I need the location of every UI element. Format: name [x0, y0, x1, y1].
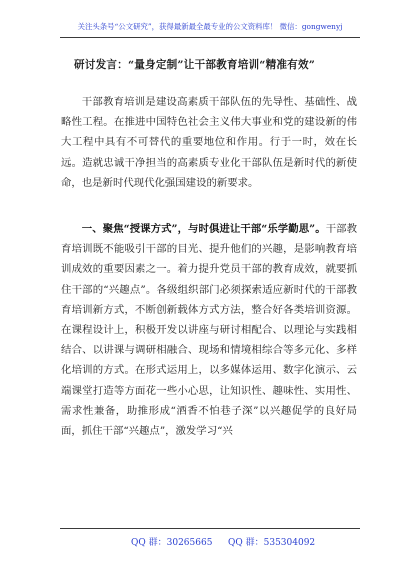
- document-body: [61, 92, 357, 441]
- section-1-paragraph: [61, 219, 357, 441]
- header-banner: 关注头条号“公文研究”，获得最新最全最专业的公文资料库！ 微信：gongwenyj: [60, 21, 360, 38]
- footer-qq-group-2: QQ 群：535304092: [228, 538, 316, 548]
- document-title: 研讨发言：“量身定制”让干部教育培训“精准有效”: [74, 59, 316, 71]
- section-1-body: 干部教育培训既不能吸引干部的目光、提升他们的兴趣，是影响教育培训成效的重要因素之一。着力提升党员干部的教育成效，就要抓住干部的“兴趣点”。各级组织部门必须探索适应新时代的干部教育培训新方式，不断创新载体方式方法，整合好各类培训资源。在课程设计上，积极开发以讲座与研讨相配合、以理论与实践相结合、以讲课与调研相融合、现场和情境相综合等多元化、多样化培训的方式。在形式运用上，以多媒体运用、数字化演示、云端课堂打造等方面花一些小心思，让知识性、趣味性、实用性、需求性兼备，助推形成“酒香不怕巷子深”以兴趣促学的良好局面，抓住干部“兴趣点”，激发学习“兴: [61, 223, 358, 438]
- footer-qq-group-1: QQ 群：30265665: [131, 538, 213, 548]
- footer-divider: [60, 528, 360, 529]
- intro-paragraph: 干部教育培训是建设高素质干部队伍的先导性、基础性、战略性工程。在推进中国特色社会主义伟大事业和党的建设新的伟大工程中具有不可替代的重要地位和作用。行于一时，效在长远。造就忠诚干净担当的高素质专业化干部队伍是新时代的新使命，也是新时代现代化强国建设的新要求。: [61, 96, 357, 189]
- section-1-heading: 一、聚焦“授课方式”，与时俱进让干部“乐学勤思”。: [81, 223, 326, 236]
